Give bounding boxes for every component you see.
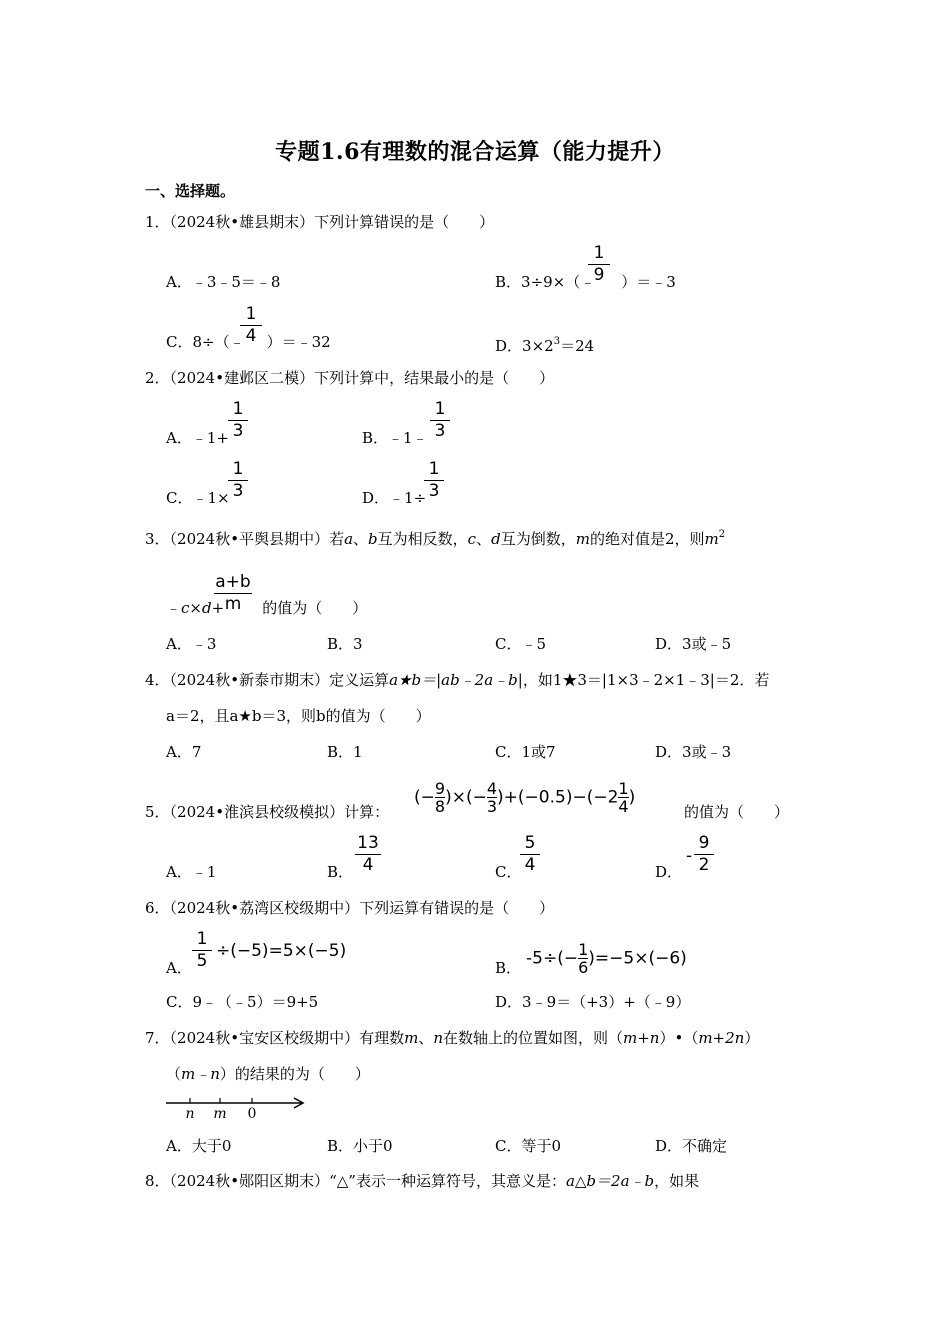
page-title: 专题1.6有理数的混合运算（能力提升） xyxy=(275,139,675,165)
q5-option-d: D． xyxy=(655,863,683,881)
q4-option-c: C．1或7 xyxy=(495,743,556,761)
q4-stem-line2: a＝2，且a★b＝3，则b的值为（ ） xyxy=(166,707,431,725)
q1-stem: 1．（2024秋•雄县期末）下列计算错误的是（ ） xyxy=(145,213,495,231)
q4-stem: 4．（2024秋•新泰市期末）定义运算a★b＝|ab﹣2a﹣b|，如1★3＝|1×3﹣2×1﹣3|＝2．若 xyxy=(145,671,770,689)
q6-option-a-expression: ÷(−5)=5×(−5) xyxy=(216,941,347,961)
q7-option-a: A．大于0 xyxy=(166,1137,232,1155)
q2-option-c: C．﹣1× xyxy=(166,489,230,507)
q5-option-d-fraction: 9 2 xyxy=(694,834,714,875)
q1-option-c-fraction: 1 4 xyxy=(240,305,262,346)
q5-stem-post: 的值为（ ） xyxy=(684,803,790,821)
q1-option-b: B．3÷9×（﹣ ）＝﹣3 xyxy=(495,273,676,291)
q2-option-b-fraction: 1 3 xyxy=(430,400,450,441)
q5-option-b: B． xyxy=(327,863,354,881)
q5-expression: (− $\frac{9}{8}$ )×(− $\frac{4}{3}$ )+(−0.5)−(−2 $\frac{1}{4}$ ) xyxy=(414,779,636,816)
q2-option-a-fraction: 1 3 xyxy=(228,400,248,441)
q7-option-d: D．不确定 xyxy=(655,1137,728,1155)
q5-option-d-sign: - xyxy=(686,846,693,866)
q4-option-b: B．1 xyxy=(327,743,363,761)
label-n: n xyxy=(185,1106,195,1122)
q5-option-b-fraction: 13 4 xyxy=(355,834,381,875)
q2-option-d: D．﹣1÷ xyxy=(362,489,427,507)
q6-option-d: D．3﹣9＝（+3）+（﹣9） xyxy=(495,993,691,1011)
section-heading: 一、选择题。 xyxy=(145,182,236,200)
q6-option-b: B． xyxy=(495,959,522,977)
q2-stem: 2．（2024•建邺区二模）下列计算中，结果最小的是（ ） xyxy=(145,369,555,387)
q6-option-b-expression: -5÷(− $\frac{1}{6}$ )=−5×(−6) xyxy=(526,940,687,977)
q1-option-c: C．8÷（﹣ ）＝﹣32 xyxy=(166,333,331,351)
q1-option-d: D．$3\times 2^3=24$ xyxy=(495,336,595,355)
q2-option-a: A．﹣1+ xyxy=(166,429,229,447)
label-m: m xyxy=(213,1106,227,1122)
q7-option-c: C．等于0 xyxy=(495,1137,562,1155)
q4-option-d: D．3或﹣3 xyxy=(655,743,732,761)
q3-option-a: A．﹣3 xyxy=(166,635,217,653)
q6-option-a: A． xyxy=(166,959,192,977)
q3-option-d: D．3或﹣5 xyxy=(655,635,732,653)
q7-stem: 7．（2024秋•宝安区校级期中）有理数m、n在数轴上的位置如图，则（m+n）•（m+2n） xyxy=(145,1029,760,1047)
q5-stem: 5．（2024•淮滨县校级模拟）计算： xyxy=(145,803,390,821)
q6-option-a-fraction: 1 5 xyxy=(192,930,212,971)
q3-fraction: a+b m xyxy=(215,572,251,614)
q3-option-b: B．3 xyxy=(327,635,363,653)
q5-option-a: A．﹣1 xyxy=(166,863,217,881)
q7-number-line xyxy=(160,1094,310,1122)
q5-option-c-fraction: 5 4 xyxy=(520,834,540,875)
q3-stem-line2: ﹣c×d+ 的值为（ ） xyxy=(166,599,368,617)
q1-option-b-fraction: 1 9 xyxy=(588,244,610,285)
q1-option-a: A．﹣3﹣5＝﹣8 xyxy=(166,273,281,291)
q3-option-c: C．﹣5 xyxy=(495,635,547,653)
q5-option-c: C． xyxy=(495,863,522,881)
label-zero: 0 xyxy=(247,1106,257,1122)
q3-stem: 3．（2024秋•平舆县期中）若a、b互为相反数，c、d互为倒数，m的绝对值是2，则$m^2$ xyxy=(145,529,726,548)
q6-option-c: C．9﹣（﹣5）＝9+5 xyxy=(166,993,319,1011)
q2-option-c-fraction: 1 3 xyxy=(228,460,248,501)
q8-stem: 8．（2024秋•郧阳区期末）“△”表示一种运算符号，其意义是：a△b＝2a﹣b，如果 xyxy=(145,1172,700,1190)
q4-option-a: A．7 xyxy=(166,743,202,761)
q7-stem-line2: （m﹣n）的结果的为（ ） xyxy=(166,1065,370,1083)
q2-option-b: B．﹣1﹣ xyxy=(362,429,428,447)
q7-option-b: B．小于0 xyxy=(327,1137,393,1155)
q2-option-d-fraction: 1 3 xyxy=(424,460,444,501)
q6-stem: 6．（2024秋•荔湾区校级期中）下列运算有错误的是（ ） xyxy=(145,899,555,917)
